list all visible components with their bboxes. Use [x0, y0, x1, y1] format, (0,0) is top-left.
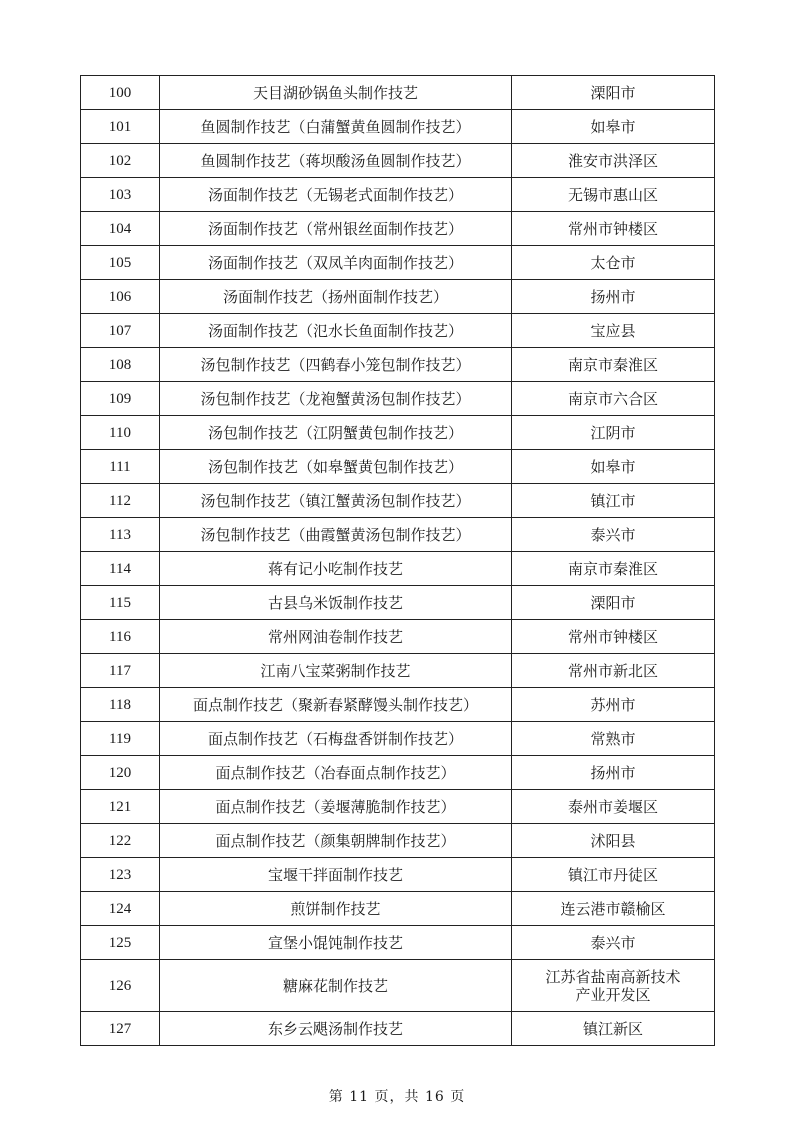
item-name: 汤面制作技艺（扬州面制作技艺） — [160, 280, 512, 314]
location-line: 无锡市惠山区 — [567, 185, 658, 204]
table-row — [81, 926, 715, 960]
item-name: 鱼圆制作技艺（蒋坝酸汤鱼圆制作技艺） — [160, 144, 512, 178]
row-number: 103 — [81, 178, 160, 212]
row-number: 113 — [81, 518, 160, 552]
row-number: 120 — [81, 756, 160, 790]
location-line: 泰州市姜堰区 — [567, 797, 658, 816]
location-line: 产业开发区 — [575, 985, 651, 1004]
table-row — [81, 382, 715, 416]
row-number: 114 — [81, 552, 160, 586]
table-row — [81, 1012, 715, 1046]
item-name: 东乡云飓汤制作技艺 — [160, 1012, 512, 1046]
row-number: 117 — [81, 654, 160, 688]
location-line: 常州市钟楼区 — [567, 219, 658, 238]
row-number: 127 — [81, 1012, 160, 1046]
item-location — [512, 552, 715, 586]
location-line: 淮安市洪泽区 — [567, 151, 658, 170]
location-line: 如皋市 — [590, 457, 636, 476]
item-location — [512, 790, 715, 824]
table-row — [81, 960, 715, 1012]
location-line: 太仓市 — [590, 253, 636, 272]
location-line: 宝应县 — [590, 321, 636, 340]
item-location — [512, 586, 715, 620]
item-name: 汤面制作技艺（氾水长鱼面制作技艺） — [160, 314, 512, 348]
row-number: 106 — [81, 280, 160, 314]
item-location — [512, 620, 715, 654]
item-name: 宝堰干拌面制作技艺 — [160, 858, 512, 892]
item-name: 常州网油卷制作技艺 — [160, 620, 512, 654]
item-location — [512, 858, 715, 892]
location-line: 江阴市 — [590, 423, 636, 442]
item-location — [512, 926, 715, 960]
row-number: 101 — [81, 110, 160, 144]
row-number: 112 — [81, 484, 160, 518]
row-number: 111 — [81, 450, 160, 484]
page-footer: 第 11 页，共 16 页 — [328, 1089, 466, 1105]
location-line: 江苏省盐南高新技术 — [545, 967, 681, 986]
location-line: 溧阳市 — [590, 593, 636, 612]
heritage-list-table — [80, 75, 715, 1046]
item-name: 天目湖砂锅鱼头制作技艺 — [160, 76, 512, 110]
location-line: 苏州市 — [590, 695, 636, 714]
table-row — [81, 110, 715, 144]
item-location — [512, 416, 715, 450]
item-location — [512, 654, 715, 688]
row-number: 118 — [81, 688, 160, 722]
table-row — [81, 280, 715, 314]
table-row — [81, 246, 715, 280]
item-name: 鱼圆制作技艺（白蒲蟹黄鱼圆制作技艺） — [160, 110, 512, 144]
item-location — [512, 1012, 715, 1046]
row-number: 121 — [81, 790, 160, 824]
location-line: 常熟市 — [590, 729, 636, 748]
table-row — [81, 76, 715, 110]
item-location — [512, 280, 715, 314]
table-row — [81, 178, 715, 212]
table-row — [81, 722, 715, 756]
item-name: 面点制作技艺（姜堰薄脆制作技艺） — [160, 790, 512, 824]
item-name: 汤面制作技艺（双凤羊肉面制作技艺） — [160, 246, 512, 280]
table-row — [81, 586, 715, 620]
location-line: 溧阳市 — [590, 83, 636, 102]
item-location — [512, 178, 715, 212]
table-row — [81, 212, 715, 246]
table-row — [81, 348, 715, 382]
item-name: 汤包制作技艺（镇江蟹黄汤包制作技艺） — [160, 484, 512, 518]
location-line: 南京市六合区 — [567, 389, 658, 408]
item-name: 汤面制作技艺（无锡老式面制作技艺） — [160, 178, 512, 212]
table-row — [81, 314, 715, 348]
item-name: 汤面制作技艺（常州银丝面制作技艺） — [160, 212, 512, 246]
item-location — [512, 756, 715, 790]
location-line: 镇江市 — [590, 491, 636, 510]
row-number: 115 — [81, 586, 160, 620]
table-row — [81, 620, 715, 654]
item-location — [512, 246, 715, 280]
location-line: 沭阳县 — [590, 831, 636, 850]
item-name: 汤包制作技艺（龙袍蟹黄汤包制作技艺） — [160, 382, 512, 416]
table-row — [81, 552, 715, 586]
location-line: 扬州市 — [590, 287, 636, 306]
item-location — [512, 484, 715, 518]
row-number: 107 — [81, 314, 160, 348]
location-line: 南京市秦淮区 — [567, 559, 658, 578]
row-number: 105 — [81, 246, 160, 280]
item-location — [512, 348, 715, 382]
item-location — [512, 314, 715, 348]
table-row — [81, 756, 715, 790]
item-location — [512, 212, 715, 246]
row-number: 122 — [81, 824, 160, 858]
item-location — [512, 144, 715, 178]
row-number: 116 — [81, 620, 160, 654]
table-body — [81, 76, 715, 1046]
location-line: 泰兴市 — [590, 933, 636, 952]
item-name: 面点制作技艺（冶春面点制作技艺） — [160, 756, 512, 790]
location-line: 常州市钟楼区 — [567, 627, 658, 646]
row-number: 126 — [81, 960, 160, 1012]
location-line: 常州市新北区 — [567, 661, 658, 680]
row-number: 109 — [81, 382, 160, 416]
item-name: 糖麻花制作技艺 — [160, 960, 512, 1012]
item-name: 面点制作技艺（颜集朝牌制作技艺） — [160, 824, 512, 858]
table-row — [81, 450, 715, 484]
item-location — [512, 960, 715, 1012]
item-name: 宣堡小馄饨制作技艺 — [160, 926, 512, 960]
table-row — [81, 688, 715, 722]
table-row — [81, 654, 715, 688]
item-name: 江南八宝菜粥制作技艺 — [160, 654, 512, 688]
location-line: 扬州市 — [590, 763, 636, 782]
row-number: 110 — [81, 416, 160, 450]
location-line: 泰兴市 — [590, 525, 636, 544]
location-line: 南京市秦淮区 — [567, 355, 658, 374]
row-number: 108 — [81, 348, 160, 382]
item-name: 煎饼制作技艺 — [160, 892, 512, 926]
item-location — [512, 76, 715, 110]
row-number: 123 — [81, 858, 160, 892]
table-row — [81, 790, 715, 824]
table-row — [81, 144, 715, 178]
item-location — [512, 824, 715, 858]
location-line: 连云港市赣榆区 — [560, 899, 666, 918]
item-name: 汤包制作技艺（四鹤春小笼包制作技艺） — [160, 348, 512, 382]
heritage-list-table-container — [80, 75, 714, 1046]
location-line: 如皋市 — [590, 117, 636, 136]
item-name: 面点制作技艺（聚新春紧酵馒头制作技艺） — [160, 688, 512, 722]
table-row — [81, 484, 715, 518]
row-number: 125 — [81, 926, 160, 960]
location-line: 镇江市丹徒区 — [567, 865, 658, 884]
item-name: 汤包制作技艺（江阴蟹黄包制作技艺） — [160, 416, 512, 450]
item-location — [512, 450, 715, 484]
table-row — [81, 858, 715, 892]
item-name: 面点制作技艺（石梅盘香饼制作技艺） — [160, 722, 512, 756]
row-number: 102 — [81, 144, 160, 178]
item-name: 蒋有记小吃制作技艺 — [160, 552, 512, 586]
row-number: 104 — [81, 212, 160, 246]
item-location — [512, 892, 715, 926]
row-number: 119 — [81, 722, 160, 756]
row-number: 124 — [81, 892, 160, 926]
row-number: 100 — [81, 76, 160, 110]
table-row — [81, 892, 715, 926]
location-line: 镇江新区 — [582, 1019, 643, 1038]
item-location — [512, 688, 715, 722]
item-location — [512, 382, 715, 416]
table-row — [81, 416, 715, 450]
item-name: 古县乌米饭制作技艺 — [160, 586, 512, 620]
table-row — [81, 518, 715, 552]
item-name: 汤包制作技艺（曲霞蟹黄汤包制作技艺） — [160, 518, 512, 552]
item-location — [512, 518, 715, 552]
table-row — [81, 824, 715, 858]
item-location — [512, 722, 715, 756]
item-name: 汤包制作技艺（如皋蟹黄包制作技艺） — [160, 450, 512, 484]
item-location — [512, 110, 715, 144]
